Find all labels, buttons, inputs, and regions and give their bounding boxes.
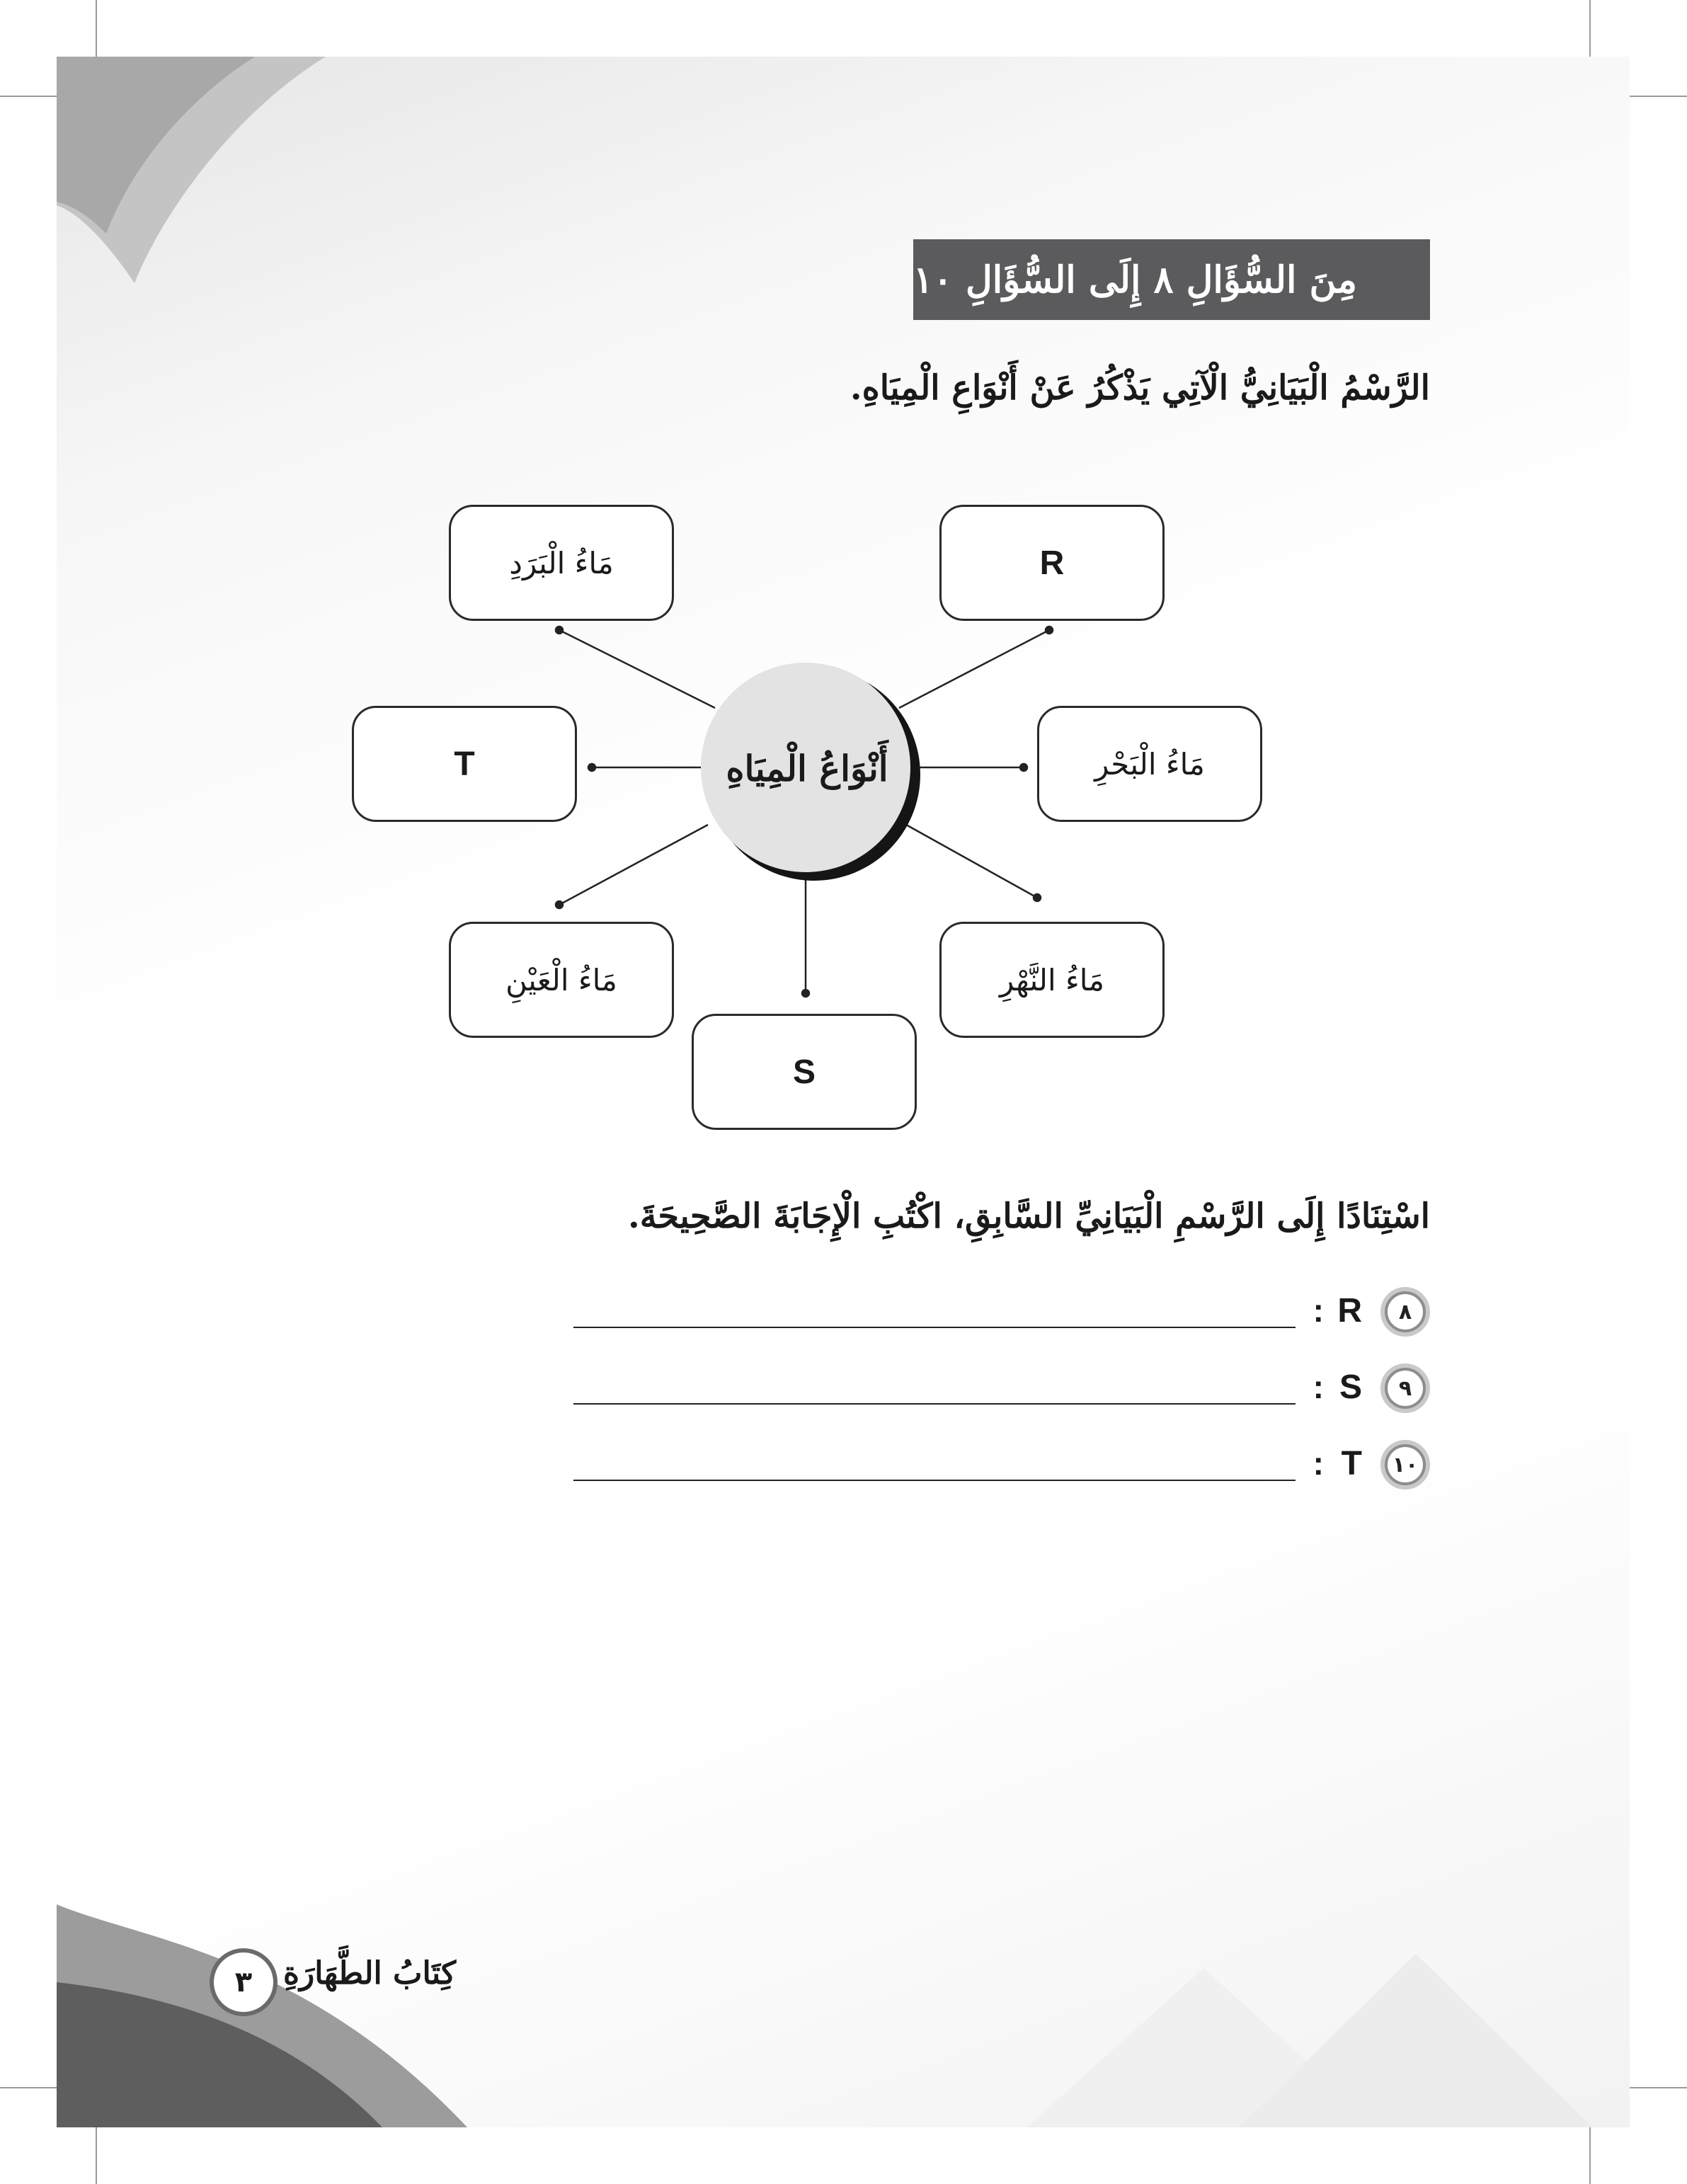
answer-line[interactable] <box>573 1327 1296 1328</box>
box-mid-left: T <box>352 706 577 822</box>
answer-colon: : <box>1313 1368 1324 1405</box>
instruction-text: اسْتِنَادًا إِلَى الرَّسْمِ الْبَيَانِيِّ السَّابِقِ، اكْتُبِ الْإِجَابَةَ الصَّحِيحَةَ. <box>627 1196 1430 1236</box>
box-top-left: مَاءُ الْبَرَدِ <box>449 505 674 621</box>
intro-text: الرَّسْمُ الْبَيَانِيُّ الْآتِي يَذْكُرُ عَنْ أَنْوَاعِ الْمِيَاهِ. <box>850 368 1430 408</box>
page-number: ٣ <box>210 1948 278 2016</box>
box-bottom-left: مَاءُ الْعَيْنِ <box>449 922 674 1038</box>
section-title: مِنَ السُّؤَالِ ٨ إِلَى السُّؤَالِ ١٠ <box>913 258 1357 302</box>
box-bottom-right: مَاءُ النَّهْرِ <box>939 922 1165 1038</box>
footer-book-title: كِتَابُ الطَّهَارَةِ <box>283 1955 457 1991</box>
diagram-center-label: أَنْوَاعُ الْمِيَاهِ <box>726 747 888 789</box>
question-number-badge: ١٠ <box>1380 1440 1430 1490</box>
answer-letter: R <box>1337 1292 1362 1330</box>
box-mid-right: مَاءُ الْبَحْرِ <box>1037 706 1262 822</box>
box-top-right: R <box>939 505 1165 621</box>
answer-letter: S <box>1339 1368 1362 1406</box>
answer-row-10 <box>538 1440 1430 1497</box>
box-bottom: S <box>692 1014 917 1130</box>
answer-colon: : <box>1313 1445 1324 1482</box>
answer-colon: : <box>1313 1292 1324 1329</box>
answer-letter: T <box>1341 1445 1362 1482</box>
question-number-badge: ٨ <box>1380 1287 1430 1337</box>
answer-line[interactable] <box>573 1403 1296 1405</box>
question-number-badge: ٩ <box>1380 1363 1430 1413</box>
answer-row-9 <box>538 1363 1430 1420</box>
answer-row-8 <box>538 1287 1430 1344</box>
answer-line[interactable] <box>573 1480 1296 1481</box>
